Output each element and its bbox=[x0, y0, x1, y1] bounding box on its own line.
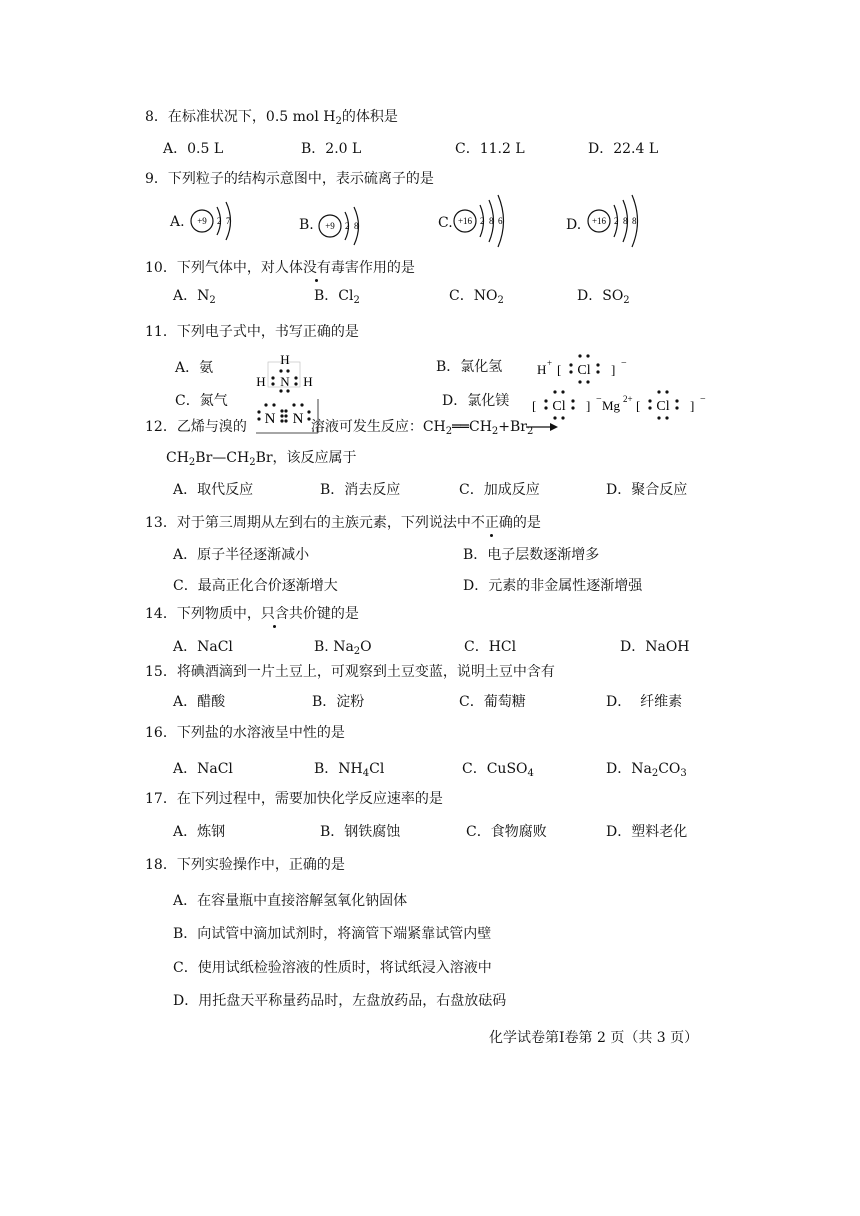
q18-option-d: D．用托盘天平称量药品时，左盘放药品，右盘放砝码 bbox=[173, 993, 507, 1009]
q17-option-a: A．炼钢 bbox=[173, 824, 226, 840]
question-18-stem: 18．下列实验操作中，正确的是 bbox=[145, 857, 345, 873]
svg-text:N: N bbox=[280, 374, 290, 389]
question-11-stem: 11．下列电子式中，书写正确的是 bbox=[145, 324, 359, 340]
svg-text:2 7: 2 7 bbox=[217, 216, 231, 226]
q13-option-c: C．最高正化合价逐渐增大 bbox=[173, 578, 338, 594]
q18-option-a: A．在容量瓶中直接溶解氢氧化钠固体 bbox=[173, 893, 408, 909]
svg-text:Cl: Cl bbox=[577, 363, 591, 378]
q14-option-c: C．HCl bbox=[464, 639, 517, 655]
q17-option-d: D．塑料老化 bbox=[606, 824, 688, 840]
q12-option-c: C．加成反应 bbox=[459, 482, 540, 498]
q10-option-b: B．$Cl_2$ bbox=[314, 288, 360, 306]
q15-option-d: D． 纤维素 bbox=[606, 694, 683, 710]
question-12-stem-line2: $CH_2Br—CH_2Br$，该反应属于 bbox=[166, 450, 357, 468]
svg-text:H: H bbox=[256, 374, 266, 389]
q9-option-c-label: C. bbox=[438, 215, 453, 231]
q12-option-d: D．聚合反应 bbox=[606, 482, 688, 498]
q9-atom-diagram-c bbox=[453, 190, 523, 250]
q10-option-d: D．$SO_2$ bbox=[577, 288, 630, 306]
q15-option-c: C．葡萄糖 bbox=[459, 694, 526, 710]
q15-option-b: B．淀粉 bbox=[312, 694, 365, 710]
q9-atom-diagram-a bbox=[188, 190, 248, 250]
q12-option-b: B．消去反应 bbox=[320, 482, 401, 498]
q18-option-c: C．使用试纸检验溶液的性质时，将试纸浸入溶液中 bbox=[173, 960, 492, 976]
emphasis-dots: 没有 bbox=[302, 260, 331, 276]
svg-text:]: ] bbox=[611, 362, 616, 377]
q8-option-b: B．2.0 L bbox=[301, 141, 362, 157]
svg-text:+9: +9 bbox=[325, 221, 335, 231]
q16-option-b: B．$NH_4Cl$ bbox=[314, 761, 385, 779]
reaction-arrow bbox=[526, 420, 560, 434]
question-15-stem: 15．将碘酒滴到一片土豆上，可观察到土豆变蓝，说明土豆中含有 bbox=[145, 664, 555, 680]
q11-option-b: B．氯化氢 bbox=[436, 359, 503, 375]
svg-text:H: H bbox=[537, 362, 547, 377]
q18-option-b: B．向试管中滴加试剂时，将滴管下端紧靠试管内壁 bbox=[173, 926, 492, 942]
svg-text:+9: +9 bbox=[197, 216, 207, 226]
q9-atom-diagram-d bbox=[587, 190, 657, 250]
svg-text:2 8: 2 8 bbox=[345, 221, 359, 231]
q8-option-d: D．22.4 L bbox=[588, 141, 659, 157]
q13-option-b: B．电子层数逐渐增多 bbox=[463, 547, 600, 563]
q8-option-a: A．0.5 L bbox=[163, 141, 224, 157]
emphasis-dots: 不正确 bbox=[470, 515, 513, 531]
svg-text:[: [ bbox=[557, 362, 562, 377]
magnesium-chloride-electron-formula bbox=[532, 386, 712, 422]
q11-option-a: A．氨 bbox=[175, 360, 214, 376]
svg-text:2 8 8: 2 8 8 bbox=[614, 216, 637, 226]
question-16-stem: 16．下列盐的水溶液呈中性的是 bbox=[145, 725, 345, 741]
svg-text:]: ] bbox=[586, 398, 591, 413]
svg-text:−: − bbox=[700, 394, 706, 405]
question-10-stem: 10．下列气体中，对人体没有毒害作用的是 bbox=[145, 260, 415, 276]
q13-option-d: D．元素的非金属性逐渐增强 bbox=[463, 578, 643, 594]
hydrogen-chloride-electron-formula bbox=[535, 352, 635, 388]
question-12-stem: 12．乙烯与溴的 溶液可发生反应：$CH_2══CH_2+Br_2$ bbox=[145, 419, 534, 437]
svg-text:Cl: Cl bbox=[656, 399, 670, 414]
q16-option-a: A．NaCl bbox=[173, 761, 233, 777]
page-footer: 化学试卷第Ⅰ卷第 2 页（共 3 页） bbox=[489, 1030, 699, 1046]
svg-text:N: N bbox=[292, 411, 304, 427]
q14-option-a: A．NaCl bbox=[173, 639, 233, 655]
svg-text:]: ] bbox=[690, 398, 695, 413]
q15-option-a: A．醋酸 bbox=[173, 694, 226, 710]
q10-option-c: C．$NO_2$ bbox=[449, 288, 504, 306]
ammonia-electron-formula bbox=[254, 352, 314, 392]
q9-atom-diagram-b bbox=[316, 195, 376, 255]
q9-option-d-label: D. bbox=[566, 217, 582, 233]
question-14-stem: 14．下列物质中，只含共价键的是 bbox=[145, 606, 359, 622]
q11-option-c: C．氮气 bbox=[175, 393, 228, 409]
q10-option-a: A．$N_2$ bbox=[173, 288, 216, 306]
question-13-stem: 13．对于第三周期从左到右的主族元素，下列说法中不正确的是 bbox=[145, 515, 541, 531]
svg-text:+16: +16 bbox=[457, 216, 473, 226]
svg-text:+: + bbox=[547, 358, 553, 368]
q17-option-c: C．食物腐败 bbox=[466, 824, 547, 840]
svg-text:−: − bbox=[621, 358, 627, 369]
q9-option-a-label: A. bbox=[170, 214, 185, 230]
q13-option-a: A．原子半径逐渐减小 bbox=[173, 547, 310, 563]
svg-text:[: [ bbox=[532, 398, 537, 413]
svg-text:H: H bbox=[303, 374, 313, 389]
question-9-stem: 9．下列粒子的结构示意图中，表示硫离子的是 bbox=[145, 171, 434, 187]
q9-option-b-label: B. bbox=[299, 217, 314, 233]
q16-option-d: D．$Na_2CO_3$ bbox=[606, 761, 687, 779]
svg-text:Mg: Mg bbox=[602, 398, 621, 413]
q14-option-d: D．NaOH bbox=[620, 639, 690, 655]
svg-text:+16: +16 bbox=[591, 216, 607, 226]
emphasis-dots: 只含 bbox=[260, 606, 289, 622]
svg-text:N: N bbox=[264, 411, 276, 427]
q11-option-d: D．氯化镁 bbox=[442, 393, 510, 409]
q12-option-a: A．取代反应 bbox=[173, 482, 254, 498]
q17-option-b: B．钢铁腐蚀 bbox=[320, 824, 401, 840]
svg-text:Cl: Cl bbox=[552, 399, 566, 414]
svg-text:2+: 2+ bbox=[623, 394, 633, 404]
question-17-stem: 17．在下列过程中，需要加快化学反应速率的是 bbox=[145, 791, 443, 807]
q16-option-c: C．CuSO$_4$ bbox=[462, 761, 534, 779]
svg-text:2 8 6: 2 8 6 bbox=[480, 216, 503, 226]
svg-text:−: − bbox=[596, 394, 602, 405]
question-8-stem: 8．在标准状况下，0.5 mol $H_2$的体积是 bbox=[145, 109, 398, 127]
svg-text:H: H bbox=[280, 352, 290, 367]
svg-text:[: [ bbox=[636, 398, 641, 413]
q14-option-b: B. $Na_2O$ bbox=[314, 639, 372, 657]
q8-option-c: C．11.2 L bbox=[455, 141, 525, 157]
